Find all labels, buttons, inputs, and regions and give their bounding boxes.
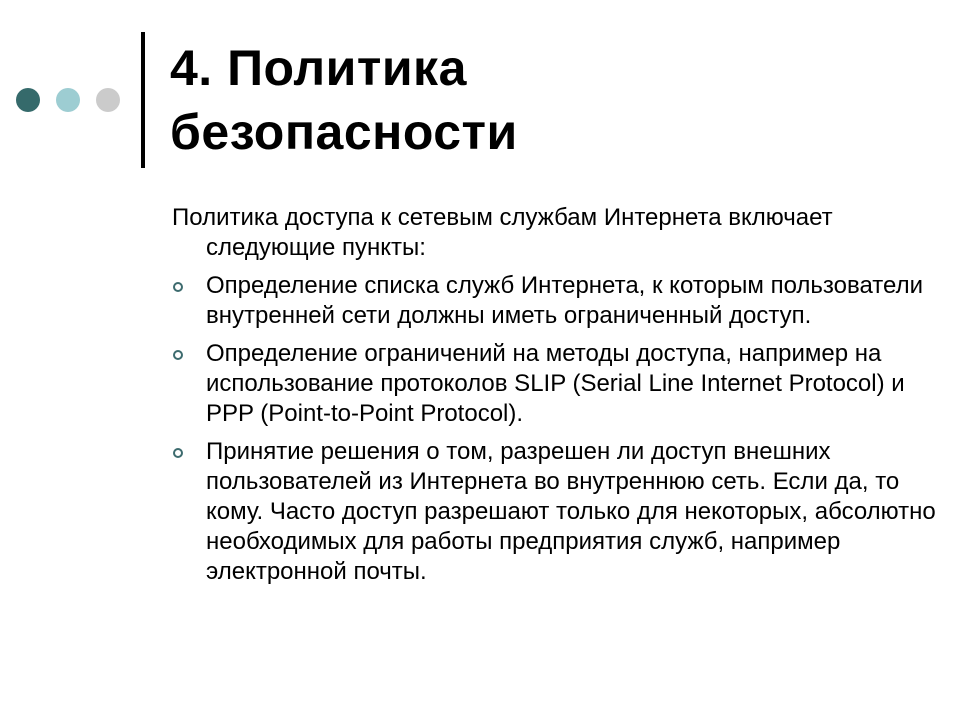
bullet-text: Принятие решения о том, разрешен ли доступ внешних пользователей из Интернета во внутреннюю сеть. Если да, то кому. Часто доступ разрешают только для некоторых, абсолютно необходимых для работы предприятия служб, например электронной почты. (206, 438, 936, 585)
bullet-text: Определение ограничений на методы доступа, например на использование протоколов SLIP (Serial Line Internet Protocol) и PPP (Point-to-Point Protocol). (206, 340, 905, 427)
ring-bullet-icon (173, 350, 183, 360)
ring-bullet-icon (173, 448, 183, 458)
dot-light-teal-icon (56, 88, 80, 112)
slide-title-line-2: безопасности (170, 104, 518, 160)
bullet-text: Определение списка служб Интернета, к которым пользователи внутренней сети должны иметь ограниченный доступ. (206, 272, 923, 329)
bullet-item (172, 437, 952, 587)
slide-title (170, 36, 518, 164)
slide-body (172, 203, 952, 595)
slide-title-line-1: 4. Политика (170, 40, 467, 96)
title-divider (141, 32, 145, 168)
bullet-list (172, 271, 952, 587)
decorative-dots (16, 88, 136, 112)
ring-bullet-icon (173, 282, 183, 292)
bullet-item (172, 271, 952, 331)
dot-gray-icon (96, 88, 120, 112)
bullet-item (172, 339, 952, 429)
dot-dark-teal-icon (16, 88, 40, 112)
intro-paragraph: Политика доступа к сетевым службам Интернета включает следующие пункты: (172, 204, 833, 261)
